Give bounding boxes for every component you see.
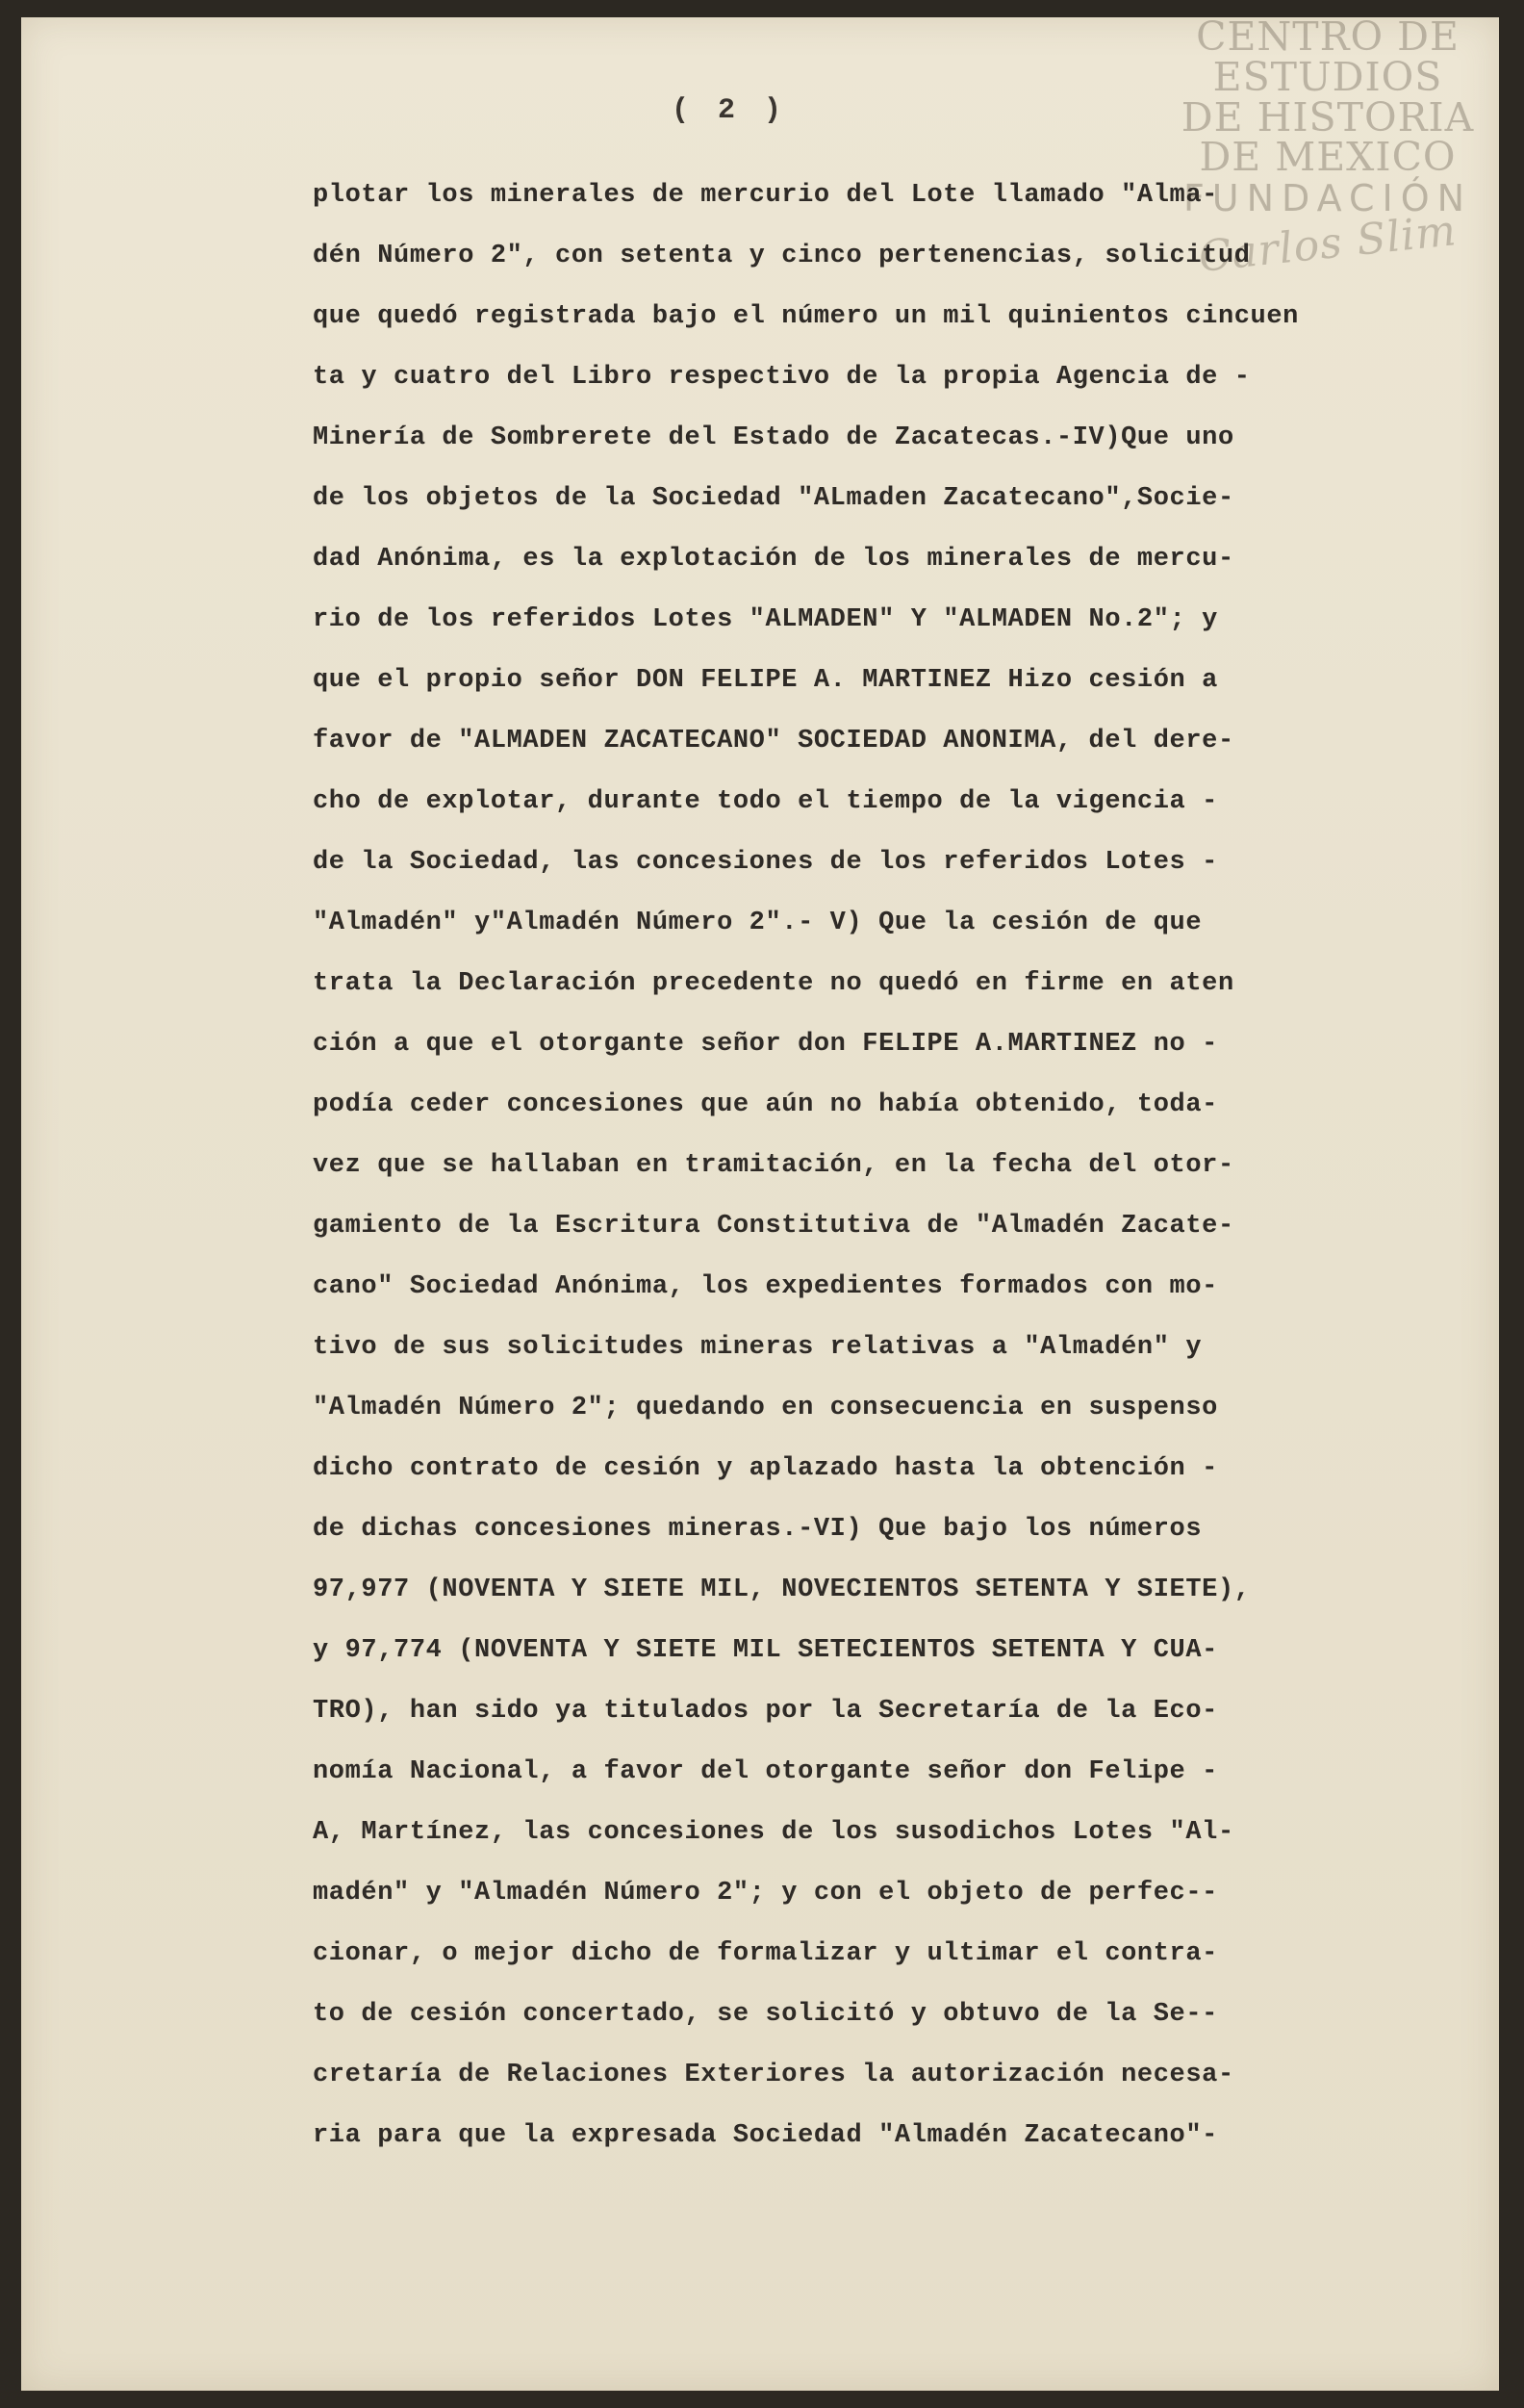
text-line: dicho contrato de cesión y aplazado hasta la obtención - [313, 1454, 1218, 1483]
body-text [313, 166, 1390, 2166]
text-line: Minería de Sombrerete del Estado de Zacatecas.-IV)Que uno [313, 423, 1234, 452]
text-line: dén Número 2", con setenta y cinco pertenencias, solicitud [313, 242, 1251, 270]
watermark-line-2: ESTUDIOS [1212, 53, 1443, 100]
text-line: ria para que la expresada Sociedad "Almadén Zacatecano"- [313, 2121, 1218, 2150]
watermark-line-1: CENTRO DE [1196, 17, 1460, 60]
text-line: madén" y "Almadén Número 2"; y con el objeto de perfec-- [313, 1879, 1218, 1908]
text-line: cho de explotar, durante todo el tiempo de la vigencia - [313, 787, 1218, 816]
text-line: dad Anónima, es la explotación de los minerales de mercu- [313, 545, 1234, 574]
text-line: trata la Declaración precedente no quedó en firme en aten [313, 969, 1234, 998]
text-line: "Almadén Número 2"; quedando en consecuencia en suspenso [313, 1394, 1218, 1422]
text-line: que el propio señor DON FELIPE A. MARTINEZ Hizo cesión a [313, 666, 1218, 695]
text-line: ción a que el otorgante señor don FELIPE A.MARTINEZ no - [313, 1030, 1218, 1059]
text-line: de dichas concesiones mineras.-VI) Que bajo los números [313, 1515, 1203, 1544]
text-line: TRO), han sido ya titulados por la Secretaría de la Eco- [313, 1697, 1218, 1726]
text-line: cano" Sociedad Anónima, los expedientes formados con mo- [313, 1272, 1218, 1301]
text-line: vez que se hallaban en tramitación, en la fecha del otor- [313, 1151, 1234, 1180]
text-line: cionar, o mejor dicho de formalizar y ultimar el contra- [313, 1939, 1218, 1968]
document-page [21, 17, 1499, 2391]
text-line: nomía Nacional, a favor del otorgante señor don Felipe - [313, 1757, 1218, 1786]
text-line: cretaría de Relaciones Exteriores la autorización necesa- [313, 2061, 1234, 2089]
text-line: de los objetos de la Sociedad "ALmaden Zacatecano",Socie- [313, 484, 1234, 513]
watermark-signature: Carlos Slim [1196, 206, 1460, 282]
text-line: que quedó registrada bajo el número un mil quinientos cincuen [313, 302, 1299, 331]
text-line: y 97,774 (NOVENTA Y SIETE MIL SETECIENTOS SETENTA Y CUA- [313, 1636, 1218, 1665]
text-line: A, Martínez, las concesiones de los susodichos Lotes "Al- [313, 1818, 1234, 1847]
text-line: to de cesión concertado, se solicitó y obtuvo de la Se-- [313, 2000, 1218, 2029]
text-line: rio de los referidos Lotes "ALMADEN" Y "ALMADEN No.2"; y [313, 605, 1218, 634]
text-line: gamiento de la Escritura Constitutiva de "Almadén Zacate- [313, 1212, 1234, 1241]
text-line: tivo de sus solicitudes mineras relativas a "Almadén" y [313, 1333, 1203, 1362]
text-line: "Almadén" y"Almadén Número 2".- V) Que la cesión de que [313, 909, 1203, 937]
watermark-line-5: FUNDACIÓN [1182, 177, 1473, 220]
text-line: plotar los minerales de mercurio del Lote llamado "Alma- [313, 181, 1218, 210]
text-line: podía ceder concesiones que aún no había obtenido, toda- [313, 1090, 1218, 1119]
text-line: 97,977 (NOVENTA Y SIETE MIL, NOVECIENTOS SETENTA Y SIETE), [313, 1575, 1251, 1604]
page-number: ( 2 ) [672, 94, 788, 127]
watermark-line-3: DE HISTORIA [1181, 93, 1475, 141]
text-line: de la Sociedad, las concesiones de los referidos Lotes - [313, 848, 1218, 877]
text-line: favor de "ALMADEN ZACATECANO" SOCIEDAD ANONIMA, del dere- [313, 727, 1234, 756]
text-line: ta y cuatro del Libro respectivo de la propia Agencia de - [313, 363, 1251, 392]
watermark-line-4: DE MEXICO [1199, 134, 1457, 181]
